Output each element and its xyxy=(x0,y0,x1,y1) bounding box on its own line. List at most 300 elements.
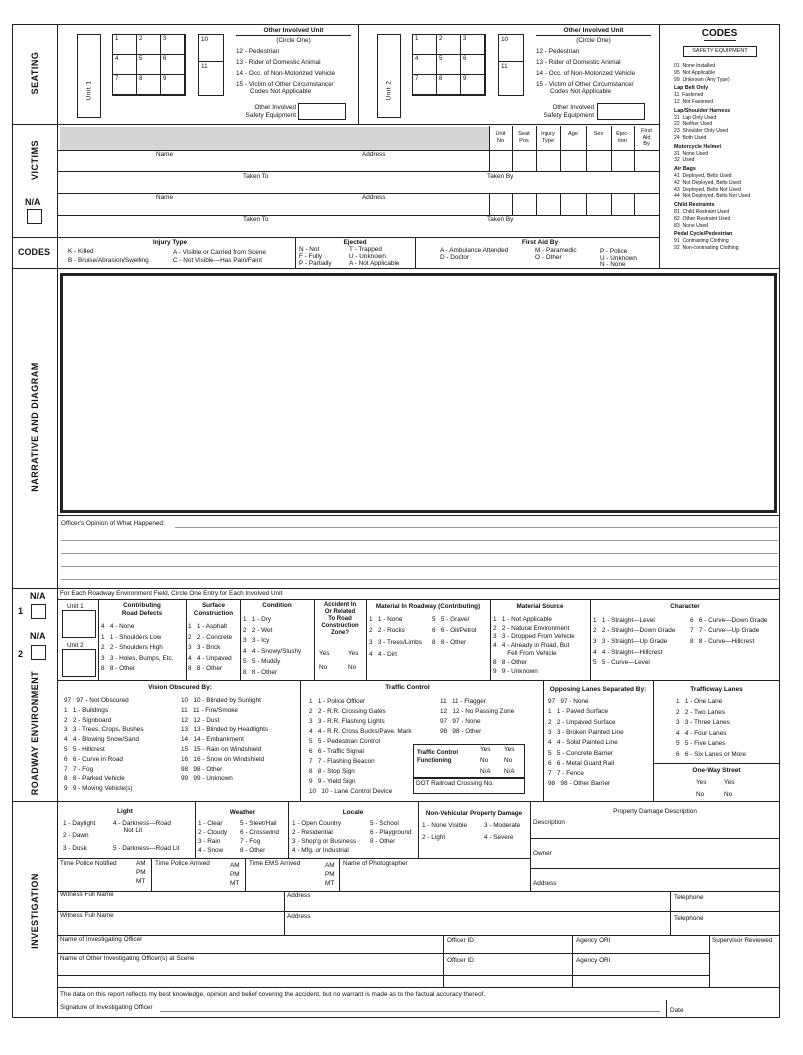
seat-cell[interactable]: 3 xyxy=(161,35,185,55)
seat-cell[interactable]: 9 xyxy=(461,75,485,95)
condition-option[interactable]: 1 1 - Dry xyxy=(243,616,272,623)
locale-option[interactable]: 1 - Open Country xyxy=(292,820,342,827)
opinion-line[interactable] xyxy=(61,553,778,554)
lanes-sep-option[interactable]: 1 1 - Paved Surface xyxy=(548,708,609,716)
material-option[interactable]: 5 5 - Gravel xyxy=(432,616,469,623)
trafficway-option[interactable]: 4 4 - Four Lanes xyxy=(676,729,727,737)
ampm-option[interactable]: MT xyxy=(136,878,146,885)
injury-type-title: Injury Type xyxy=(152,239,188,246)
unit-2-other-equipment-field[interactable] xyxy=(597,103,645,120)
safety-code-group: Pedal Cycle/Pedestrian xyxy=(674,231,733,238)
lanes-sep-option[interactable]: 98 98 - Other Barrier xyxy=(548,780,611,788)
seat-cell[interactable]: 8 xyxy=(137,75,161,95)
victim-column-divider xyxy=(634,193,635,215)
surface-option[interactable]: 2 2 - Concrete xyxy=(188,633,233,641)
seat-cell[interactable]: 7 xyxy=(113,75,137,95)
locale-option[interactable]: 5 - School xyxy=(370,820,399,827)
safety-code: 91 Contrasting Clothing xyxy=(674,238,729,245)
zone-no[interactable]: No xyxy=(348,664,357,671)
dot-railroad-label: DOT Railroad Crossing No. xyxy=(416,780,494,787)
signature-label: Signature of Investigating Officer xyxy=(60,1004,153,1011)
narrative-diagram-area[interactable] xyxy=(60,273,777,513)
other-unit-item: 12 - Pedestrian xyxy=(236,48,280,55)
oneway-no[interactable]: No xyxy=(724,791,733,798)
witness-2-telephone-label: Telephone xyxy=(674,915,704,922)
vision-option[interactable]: 16 16 - Snow on Windshield xyxy=(181,755,265,763)
condition-title: Condition xyxy=(262,602,292,609)
divider xyxy=(57,193,659,194)
circle-one-label: (Circle One) xyxy=(576,37,611,44)
material-option[interactable]: 8 8 - Other xyxy=(432,639,467,646)
unit-1-seat-grid[interactable] xyxy=(112,34,186,96)
safety-equipment-title: SAFETY EQUIPMENT xyxy=(692,48,748,54)
material-option[interactable]: 4 4 - Dirt xyxy=(369,651,398,658)
zone-no[interactable]: No xyxy=(319,664,328,671)
vision-option[interactable]: 6 6 - Curve in Road xyxy=(64,755,123,763)
photographer-label: Name of Photographer xyxy=(343,860,408,867)
safety-code-group: Child Restraints xyxy=(674,202,715,209)
unit-1-other-equipment-field[interactable] xyxy=(298,103,346,120)
victim-column-divider xyxy=(586,193,587,215)
other-unit-item: 15 - Victim of Other Circumstance/ xyxy=(536,81,634,88)
surface-option[interactable]: 3 3 - Brick xyxy=(188,644,221,651)
safety-code: 31 None Used xyxy=(674,150,708,157)
contributing-option[interactable]: 8 8 - Other xyxy=(101,665,136,672)
weather-title: Weather xyxy=(229,809,256,816)
ejected-code: T - Trapped xyxy=(349,246,382,253)
source-title: Material Source xyxy=(516,603,564,610)
safety-code: 99 Unknown (Any Type) xyxy=(674,76,730,83)
divider xyxy=(653,763,780,764)
witness-2-name-label: Witness Full Name xyxy=(60,912,114,919)
traffic-option[interactable]: 4 4 - R.R. Cross Bucks/Pave. Mark xyxy=(309,728,412,735)
ampm-option[interactable]: PM xyxy=(230,871,240,878)
seat-cell[interactable]: 2 xyxy=(437,35,461,55)
first-aid-code: N - None xyxy=(600,261,626,268)
divider xyxy=(57,953,709,954)
witness-2-address-label: Address xyxy=(287,913,311,920)
victim-column-header: Ejec- tion xyxy=(616,131,629,144)
safety-code: 32 Used xyxy=(674,157,695,164)
traffic-option[interactable]: 2 2 - R.R. Crossing Gates xyxy=(309,708,386,715)
weather-option[interactable]: 4 - Snow xyxy=(198,847,224,854)
material-option[interactable]: 2 2 - Rocks xyxy=(369,627,405,634)
nonveh-title: Non-Vehicular Property Damage xyxy=(425,810,523,817)
victim-2-address-label: Address xyxy=(362,194,386,201)
vision-option[interactable]: 4 4 - Blowing Snow/Sand xyxy=(64,736,139,744)
light-option[interactable]: 5 - Darkness—Road Lit xyxy=(113,845,180,852)
seat-cell[interactable]: 5 xyxy=(437,55,461,75)
divider xyxy=(245,858,246,891)
victim-2-name-label: Name xyxy=(156,194,174,201)
surface-option[interactable]: 1 1 - Asphalt xyxy=(188,623,228,630)
traffic-option[interactable]: 3 3 - R.R. Flashing Lights xyxy=(309,718,385,725)
vision-option[interactable]: 3 3 - Trees, Crops, Bushes xyxy=(64,726,144,734)
time-arrived-label: Time Police Arrived xyxy=(155,860,210,867)
ejected-code: F - Fully xyxy=(299,253,323,260)
divider xyxy=(57,515,780,516)
time-notified-label: Time Police Notified xyxy=(60,860,117,867)
roadway-unit-2-na-checkbox[interactable] xyxy=(31,645,46,660)
victim-column-header: Injury Type xyxy=(541,131,555,144)
weather-option[interactable]: 6 - Crosswind xyxy=(240,829,280,836)
lanes-sep-option[interactable]: 5 5 - Concrete Barrier xyxy=(548,749,613,757)
divider xyxy=(530,868,780,869)
traffic-title: Traffic Control xyxy=(385,684,430,691)
condition-option[interactable]: 3 3 - Icy xyxy=(243,637,270,644)
other-unit-title: Other Involved Unit xyxy=(263,27,324,34)
traffic-option[interactable]: 1 1 - Police Officer xyxy=(309,698,365,705)
unit-2-label: Unit 2 xyxy=(385,80,393,101)
locale-option[interactable]: 3 - Shop'g or Business xyxy=(292,838,357,845)
divider xyxy=(536,35,651,36)
zone-yes[interactable]: Yes xyxy=(319,650,330,657)
character-option[interactable]: 8 8 - Curve—Hillcrest xyxy=(690,638,755,645)
victims-na-label: N/A xyxy=(25,197,41,207)
seat-cell[interactable]: 2 xyxy=(137,35,161,55)
divider xyxy=(57,171,659,172)
divider xyxy=(590,599,591,680)
seat-cell[interactable]: 6 xyxy=(461,55,485,75)
divider xyxy=(670,891,671,935)
traffic-option[interactable]: 10 10 - Lane Control Device xyxy=(309,788,393,795)
locale-option[interactable]: 2 - Residential xyxy=(292,829,333,836)
ampm-option[interactable]: MT xyxy=(230,880,240,887)
vision-option[interactable]: 13 13 - Blinded by Headlights xyxy=(181,726,269,734)
witness-1-telephone-label: Telephone xyxy=(674,894,704,901)
other-unit-item: 13 - Rider of Domestic Animal xyxy=(536,59,621,66)
victim-column-divider xyxy=(659,193,660,215)
vision-option[interactable]: 97 97 - Not Obscured xyxy=(64,697,129,704)
contributing-option[interactable]: 1 1 - Shoulders Low xyxy=(101,633,162,641)
victim-column-header: Unit No xyxy=(495,131,506,144)
opinion-line[interactable] xyxy=(61,540,778,541)
lanes-sep-option[interactable]: 2 2 - Unpaved Surface xyxy=(548,718,616,726)
ejected-title: Ejected xyxy=(343,239,367,246)
victim-column-divider xyxy=(560,126,561,171)
character-option[interactable]: 1 1 - Straight—Level xyxy=(593,617,655,624)
oneway-no[interactable]: No xyxy=(696,791,705,798)
ampm-option[interactable]: AM xyxy=(136,860,146,867)
surface-title: Surface Construction xyxy=(193,602,234,617)
vision-option[interactable]: 1 1 - Buildings xyxy=(64,706,109,714)
oneway-yes[interactable]: Yes xyxy=(724,779,735,786)
condition-option[interactable]: 2 2 - Wet xyxy=(243,626,273,634)
seat-cell[interactable]: 8 xyxy=(437,75,461,95)
traffic-option[interactable]: 12 12 - No Passing Zone xyxy=(440,708,515,715)
material-option[interactable]: 6 6 - Oil/Petrol xyxy=(432,627,477,634)
condition-option[interactable]: 4 4 - Snowy/Slushy xyxy=(243,647,302,655)
weather-option[interactable]: 3 - Rain xyxy=(198,838,221,845)
source-option[interactable]: 8 8 - Other xyxy=(493,659,528,666)
source-option[interactable]: 9 9 - Unknown xyxy=(493,667,538,675)
divider xyxy=(12,237,659,238)
vision-option[interactable]: 15 15 - Rain on Windshield xyxy=(181,746,262,753)
safety-code-group: Air Bags xyxy=(674,166,696,173)
lanes-sep-option[interactable]: 7 7 - Fence xyxy=(548,770,584,778)
divider xyxy=(160,1011,660,1012)
divider xyxy=(57,858,530,859)
other-unit-item: 14 - Occ. of Non-Motorized Vehicle xyxy=(236,70,336,77)
victim-1-address-label: Address xyxy=(362,151,386,158)
divider xyxy=(704,40,736,41)
vision-option[interactable]: 5 5 - Hillcrest xyxy=(64,746,105,753)
traffic-option[interactable]: 5 5 - Pedestrian Control xyxy=(309,738,381,745)
locale-option[interactable]: 4 - Mfg. or Industrial xyxy=(292,847,349,854)
opinion-line[interactable] xyxy=(175,527,778,528)
weather-option[interactable]: 1 - Clear xyxy=(198,820,223,827)
traffic-option[interactable]: 98 98 - Other xyxy=(440,728,482,735)
accident-title: Accident In Or Related To Road Construction Zone? xyxy=(321,602,359,636)
victims-header-shading xyxy=(60,127,489,150)
source-option[interactable]: 4 4 - Already in Road, But xyxy=(493,641,570,649)
condition-option[interactable]: 5 5 - Muddy xyxy=(243,658,281,665)
nonveh-option[interactable]: 1 - None Visible xyxy=(422,822,467,829)
material-title: Material In Roadway (Contributing) xyxy=(375,603,481,610)
functioning-title: Traffic Control Functioning xyxy=(417,750,459,764)
roadway-na-label-2: N/A xyxy=(30,631,46,641)
divider xyxy=(57,911,780,912)
vision-option[interactable]: 9 9 - Moving Vehicle(s) xyxy=(64,785,133,793)
trafficway-title: Trafficway Lanes xyxy=(690,686,743,693)
unit-2-seat-grid[interactable] xyxy=(412,34,486,96)
safety-code-group: Lap/Shoulder Harness xyxy=(674,107,731,114)
victim-column-header: Age xyxy=(568,131,578,137)
divider xyxy=(572,935,573,987)
circle-one-label: (Circle One) xyxy=(276,37,311,44)
traffic-option[interactable]: 8 8 - Stop Sign xyxy=(309,768,355,775)
roadway-unit-1-number: 1 xyxy=(18,606,24,616)
divider xyxy=(12,588,780,589)
divider xyxy=(236,35,351,36)
seat-cell[interactable]: 7 xyxy=(413,75,437,95)
light-option[interactable]: 2 - Dawn xyxy=(63,832,89,839)
divider xyxy=(57,215,659,216)
character-option[interactable]: 6 6 - Curve—Down Grade xyxy=(690,617,768,624)
victim-column-divider xyxy=(512,126,513,171)
lanes-sep-option[interactable]: 3 3 - Broken Painted Line xyxy=(548,728,624,736)
nonveh-option[interactable]: 3 - Moderate xyxy=(484,822,521,829)
character-option[interactable]: 5 5 - Curve—Level xyxy=(593,659,650,666)
material-option[interactable]: 3 3 - Trees/Limbs xyxy=(369,639,422,646)
ampm-option[interactable]: AM xyxy=(230,862,240,869)
vision-option[interactable]: 14 14 - Embankment xyxy=(181,736,244,744)
vision-option[interactable]: 8 8 - Parked Vehicle xyxy=(64,775,125,783)
divider xyxy=(666,1000,667,1018)
trafficway-option[interactable]: 2 2 - Two Lanes xyxy=(676,708,725,716)
source-option[interactable]: 2 2 - Natural Environment xyxy=(493,624,570,632)
divider xyxy=(12,268,780,269)
victim-column-divider xyxy=(611,193,612,215)
light-option[interactable]: 3 - Dusk xyxy=(63,845,87,852)
vision-option[interactable]: 12 12 - Dust xyxy=(181,716,220,724)
locale-title: Locale xyxy=(342,809,364,816)
locale-option[interactable]: 6 - Playground xyxy=(370,829,412,836)
light-option[interactable]: 1 - Daylight xyxy=(63,820,96,827)
weather-option[interactable]: 7 - Fog xyxy=(240,838,261,845)
seat-11-label: 11 xyxy=(501,63,508,70)
unit-1-label: Unit 1 xyxy=(85,80,93,101)
victim-column-header: Sex xyxy=(593,131,604,137)
victim-1-taken-to-label: Taken To xyxy=(243,173,269,180)
first-aid-title: First Aid By xyxy=(521,239,559,246)
surface-option[interactable]: 4 4 - Unpaved xyxy=(188,654,232,662)
trafficway-option[interactable]: 1 1 - One Lane xyxy=(676,698,723,705)
surface-option[interactable]: 8 8 - Other xyxy=(188,665,223,672)
injury-code: C - Not Visible—Has Pain/Faint xyxy=(173,257,263,264)
victim-column-divider xyxy=(536,126,537,171)
victim-2-taken-by-label: Taken By xyxy=(487,216,514,223)
codes-panel-title: CODES xyxy=(701,28,738,39)
weather-option[interactable]: 2 - Cloudy xyxy=(198,829,228,836)
zone-yes[interactable]: Yes xyxy=(348,650,359,657)
light-title: Light xyxy=(117,808,133,815)
trafficway-option[interactable]: 6 6 - Six Lanes or More xyxy=(676,750,746,758)
functioning-na[interactable]: N/A xyxy=(504,768,515,775)
opinion-line[interactable] xyxy=(61,579,778,580)
roadway-unit-2-label: Unit 2 xyxy=(67,642,84,649)
contributing-option[interactable]: 4 4 - None xyxy=(101,623,135,630)
owner-address-label: Address xyxy=(533,880,557,887)
divider xyxy=(198,61,224,62)
safety-code: 95 Not Applicable xyxy=(674,69,716,76)
victim-column-divider xyxy=(659,126,660,171)
seat-10-label: 10 xyxy=(201,36,209,43)
safety-code: 82 Other Restraint Used xyxy=(674,215,731,222)
prop-title: Property Damage Description xyxy=(613,808,697,815)
oneway-yes[interactable]: Yes xyxy=(696,779,707,786)
lanes-sep-option[interactable]: 4 4 - Solid Painted Line xyxy=(548,739,618,747)
vision-option[interactable]: 7 7 - Fog xyxy=(64,765,94,773)
functioning-yes[interactable]: Yes xyxy=(504,746,515,753)
lanes-sep-option[interactable]: 97 97 - None xyxy=(548,698,589,705)
traffic-option[interactable]: 7 7 - Flashing Beacon xyxy=(309,758,375,765)
vision-option[interactable]: 11 11 - Fire/Smoke xyxy=(181,706,238,714)
contributing-option[interactable]: 2 2 - Shoulders High xyxy=(101,644,163,651)
character-option[interactable]: 4 4 - Straight—Hillcrest xyxy=(593,649,663,656)
light-option[interactable]: 4 - Darkness—Road xyxy=(113,820,171,827)
other-unit-item: Codes Not Applicable xyxy=(250,88,312,95)
traffic-option[interactable]: 11 11 - Flagger xyxy=(440,698,486,705)
divider xyxy=(57,935,780,936)
other-unit-item: 15 - Victim of Other Circumstance/ xyxy=(236,81,334,88)
roadway-unit-2-box[interactable] xyxy=(62,649,96,677)
safety-code: 44 Not Deployed, Belts Not Used xyxy=(674,193,751,200)
first-aid-code: O - Other xyxy=(535,254,562,261)
functioning-no[interactable]: No xyxy=(480,757,489,764)
other-equipment-label: Other Involved Safety Equipment xyxy=(245,104,296,119)
character-option[interactable]: 7 7 - Curve—Up Grade xyxy=(690,627,760,634)
divider xyxy=(57,680,780,681)
roadway-instruction: For Each Roadway Environment Field, Circle One Entry for Each Involved Unit xyxy=(60,590,283,597)
safety-code: 24 Both Used xyxy=(674,135,707,141)
seat-cell[interactable]: 3 xyxy=(461,35,485,55)
victim-column-divider xyxy=(512,193,513,215)
ampm-option[interactable]: PM xyxy=(325,871,335,878)
agency-ori-label: Agency ORI xyxy=(576,937,611,944)
first-aid-code: D - Doctor xyxy=(440,254,470,261)
seat-cell[interactable]: 1 xyxy=(413,35,437,55)
functioning-no[interactable]: No xyxy=(504,757,513,764)
contributing-option[interactable]: 3 3 - Holes, Bumps, Etc. xyxy=(101,654,174,662)
traffic-option[interactable]: 9 9 - Yield Sign xyxy=(309,778,356,785)
section-label-divider xyxy=(57,24,58,1018)
victim-1-name-label: Name xyxy=(156,151,174,158)
seat-11-label: 11 xyxy=(201,63,208,70)
seat-cell[interactable]: 4 xyxy=(413,55,437,75)
ampm-option[interactable]: PM xyxy=(136,869,146,876)
seat-cell[interactable]: 4 xyxy=(113,55,137,75)
source-option[interactable]: Fell From Vehicle xyxy=(493,650,557,658)
divider xyxy=(57,599,780,600)
ejected-code: N - Not xyxy=(299,246,320,253)
functioning-na[interactable]: N/A xyxy=(480,768,491,775)
trafficway-option[interactable]: 3 3 - Three Lanes xyxy=(676,719,730,726)
divider xyxy=(300,680,301,801)
ejected-code: P - Partially xyxy=(299,260,332,267)
divider xyxy=(358,24,359,124)
roadway-unit-1-na-checkbox[interactable] xyxy=(31,604,46,619)
condition-option[interactable]: 8 8 - Other xyxy=(243,668,278,676)
character-option[interactable]: 3 3 - Straight—Up Grade xyxy=(593,638,668,645)
ampm-option[interactable]: AM xyxy=(325,862,335,869)
divider xyxy=(415,237,416,268)
lanes-sep-option[interactable]: 6 6 - Metal Guard Rail xyxy=(548,759,615,767)
injury-code: A - Visible or Carried from Scene xyxy=(173,249,266,256)
nonveh-option[interactable]: 2 - Light xyxy=(422,834,446,841)
seat-cell[interactable]: 1 xyxy=(113,35,137,55)
divider xyxy=(57,987,780,988)
vision-option[interactable]: 98 98 - Other xyxy=(181,765,223,773)
roadway-unit-1-box[interactable] xyxy=(62,610,96,638)
divider xyxy=(151,858,152,891)
other-unit-item: 13 - Rider of Domestic Animal xyxy=(236,59,321,66)
safety-code: 23 Shoulder Only Used xyxy=(674,128,729,135)
divider xyxy=(543,680,544,801)
vision-option[interactable]: 2 2 - Signboard xyxy=(64,716,112,724)
functioning-yes[interactable]: Yes xyxy=(480,746,491,753)
ampm-option[interactable]: MT xyxy=(325,880,335,887)
vision-option[interactable]: 10 10 - Blinded by Sunlight xyxy=(181,697,261,704)
weather-option[interactable]: 8 - Other xyxy=(240,847,266,854)
investigating-officer-label: Name of Investigating Officer xyxy=(60,936,143,943)
opinion-line[interactable] xyxy=(61,566,778,567)
safety-code: 42 Not Deployed, Belts Used xyxy=(674,179,741,186)
weather-option[interactable]: 5 - Sleet/Hail xyxy=(240,820,277,827)
victim-column-divider xyxy=(489,126,490,171)
nonveh-option[interactable]: 4 - Severe xyxy=(484,834,514,841)
material-option[interactable]: 1 1 - None xyxy=(369,616,403,623)
injury-code: B - Bruise/Abrasion/Swelling xyxy=(68,257,149,264)
safety-code: 01 None Installed xyxy=(674,63,716,69)
seat-cell[interactable]: 6 xyxy=(161,55,185,75)
light-option[interactable]: Not Lit xyxy=(113,827,143,834)
vision-option[interactable]: 99 99 - Unknown xyxy=(181,775,233,783)
divider xyxy=(653,680,654,801)
seat-cell[interactable]: 9 xyxy=(161,75,185,95)
victims-na-checkbox[interactable] xyxy=(27,209,42,224)
section-label-narrative: NARRATIVE AND DIAGRAM xyxy=(30,362,40,492)
traffic-option[interactable]: 97 97 - None xyxy=(440,718,481,725)
seat-cell[interactable]: 5 xyxy=(137,55,161,75)
source-option[interactable]: 1 1 - Not Applicable xyxy=(493,616,552,623)
character-option[interactable]: 2 2 - Straight—Down Grade xyxy=(593,627,676,634)
source-option[interactable]: 3 3 - Dropped From Vehicle xyxy=(493,633,575,641)
trafficway-option[interactable]: 5 5 - Five Lanes xyxy=(676,740,726,747)
locale-option[interactable]: 8 - Other xyxy=(370,838,396,845)
divider xyxy=(12,801,780,802)
traffic-option[interactable]: 6 6 - Traffic Signal xyxy=(309,748,364,755)
